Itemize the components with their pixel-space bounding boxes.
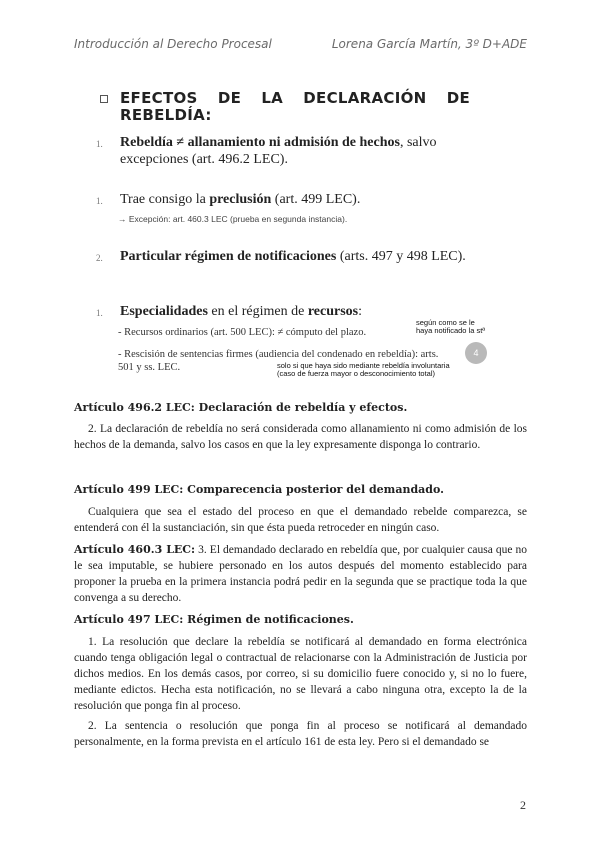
article-460-block — [74, 542, 527, 606]
slide-subitem-recursos-ordinarios: - Recursos ordinarios (art. 500 LEC): ≠ cómputo del plazo. — [118, 327, 367, 338]
article-460-title: Artículo 460.3 LEC: — [74, 543, 196, 556]
slide-subitem-excepcion: → Excepción: art. 460.3 LEC (prueba en segunda instancia). — [118, 214, 348, 224]
header-course-title: Introducción al Derecho Procesal — [74, 37, 272, 51]
header-author: Lorena García Martín, 3º D+ADE — [331, 37, 527, 51]
article-499-title: Artículo 499 LEC: Comparecencia posterior del demandado. — [74, 483, 444, 496]
page-number: 2 — [520, 798, 526, 812]
handwritten-note-notificacion: según como se le haya notificado la stª — [416, 318, 486, 335]
comment-badge[interactable]: 4 — [465, 342, 487, 364]
article-497-title: Artículo 497 LEC: Régimen de notificaciones. — [74, 613, 354, 626]
article-497-body: 1. La resolución que declare la rebeldía se notificará al demandado en forma electrónica cuando tenga obligación legal o contractual de relacionarse con la Administración de Justicia por dichos medios. En los demás casos, por correo, si su domicilio fuere conocido y, si no lo fuere, mediante edictos. Hecha esta notificación, no se llevará a cabo ninguna otra, excepto la de la resolución que ponga fin al proceso. 2. La sentencia o resolución que ponga fin al proceso se notificará al demandado personalmente, en la forma prevista en el artículo 161 de esta ley. Pero si el demandado se — [74, 636, 527, 748]
article-496-body: 2. La declaración de rebeldía no será considerada como allanamiento ni como admisión de los hechos de la demanda, salvo los casos en que la ley expresamente disponga lo contrario. — [74, 423, 527, 451]
article-499-body: Cualquiera que sea el estado del proceso en que el demandado rebelde comparezca, se entenderá con él la sustanciación, sin que ésta pueda retroceder en ningún caso. — [74, 506, 527, 534]
slide-subitem-rescision: - Rescisión de sentencias firmes (audiencia del condenado en rebeldía): arts. 501 y ss. LEC. — [118, 349, 439, 373]
article-496-title: Artículo 496.2 LEC: Declaración de rebeldía y efectos. — [74, 401, 408, 414]
square-bullet-icon — [100, 95, 108, 103]
slide-title: EFECTOS DE LA DECLARACIÓN DE REBELDÍA: — [120, 89, 470, 124]
handwritten-note-rebeldia-involuntaria: solo si que haya sido mediante rebeldía involuntaria (caso de fuerza mayor o desconocimiento total) — [277, 361, 450, 378]
article-460-body: 3. El demandado declarado en rebeldía que, por cualquier causa que no le sea imputable, se hubiere personado en los autos después del momento establecido para proponer la prueba en la primera instancia podrá pedir en la segunda que se practique toda la que convenga a su derecho. — [74, 544, 528, 604]
